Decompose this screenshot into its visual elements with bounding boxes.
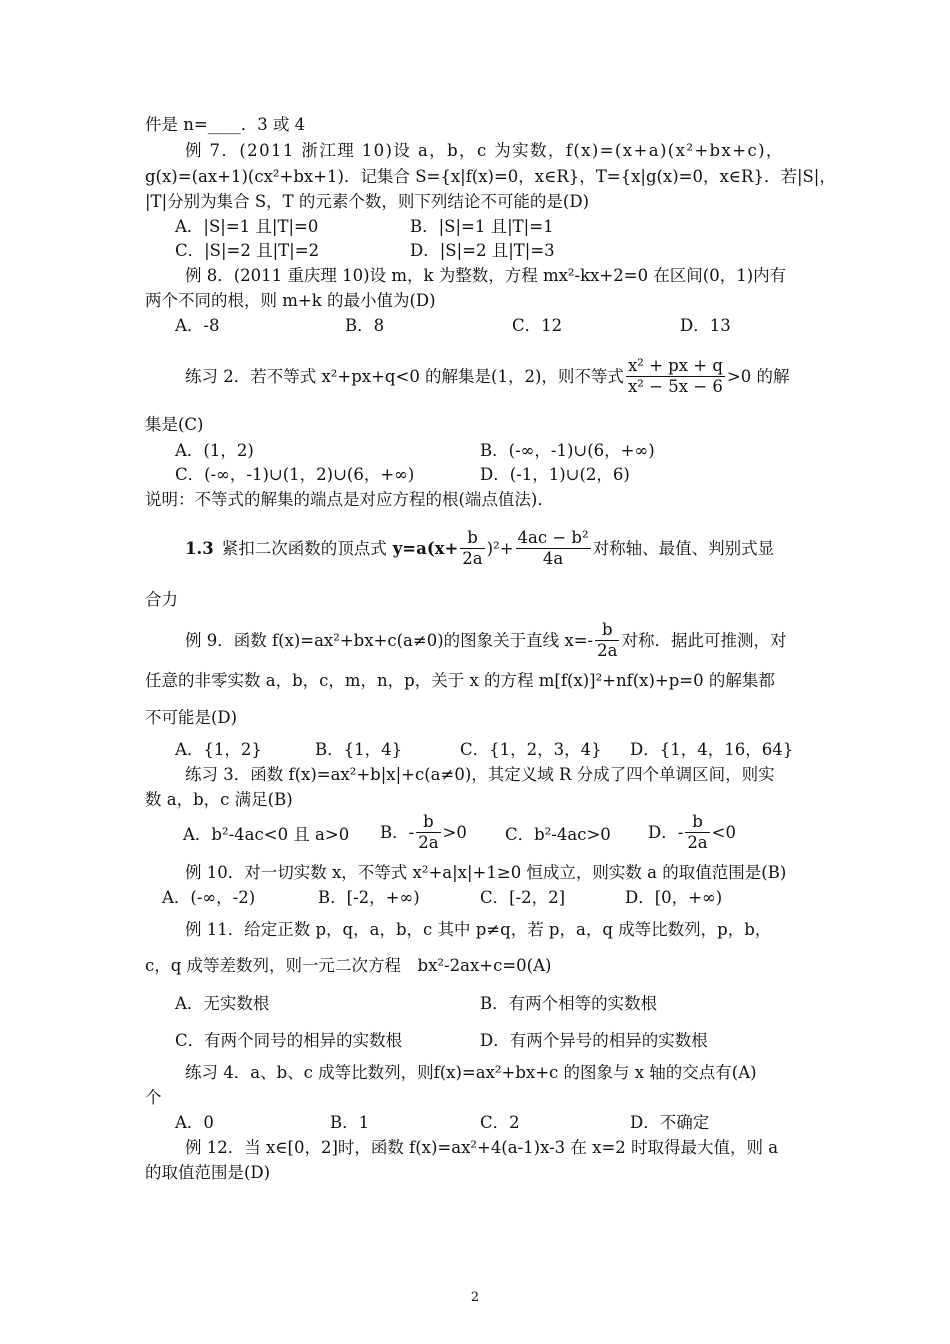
fraction-numerator: b	[595, 620, 619, 641]
option-d: D．|S|=2 且|T|=3	[410, 241, 555, 260]
option-b: B．(-∞，-1)∪(6，+∞)	[480, 441, 655, 460]
option-d: D．[0，+∞)	[625, 888, 723, 907]
practice-2-text-end: >0 的解	[726, 366, 790, 386]
option-d: D．13	[680, 316, 731, 335]
practice-2-line-1	[185, 356, 790, 397]
fraction-denominator: 2a	[597, 641, 618, 660]
section-heading-line-2: 合力	[145, 590, 178, 609]
option-a: A．(1，2)	[175, 441, 254, 460]
fraction	[685, 812, 709, 853]
fraction	[626, 356, 725, 397]
example-11-line-2: c，q 成等差数列，则一元二次方程 bx²-2ax+c=0(A)	[145, 956, 552, 975]
fraction-numerator: b	[416, 812, 440, 833]
text-line: 件是 n=____．3 或 4	[145, 115, 306, 134]
example-12-line-2: 的取值范围是(D)	[145, 1163, 271, 1182]
page-number: 2	[470, 1290, 480, 1305]
fraction-denominator: 2a	[462, 549, 483, 568]
option-c: C．有两个同号的相异的实数根	[175, 1031, 403, 1050]
option-c: C．(-∞，-1)∪(1，2)∪(6，+∞)	[175, 465, 415, 484]
option-d: D．{1，4，16，64}	[630, 740, 794, 759]
option-a: A．|S|=1 且|T|=0	[175, 217, 319, 236]
section-text-end: 对称轴、最值、判别式显	[592, 538, 775, 558]
option-a: A．(-∞，-2)	[162, 888, 256, 907]
option-b: B．[-2，+∞)	[318, 888, 420, 907]
option-b: B．|S|=1 且|T|=1	[410, 217, 554, 236]
fraction	[595, 620, 619, 661]
option-b	[380, 812, 467, 853]
option-b-end: >0	[442, 822, 467, 842]
example-8-line-1: 例 8．(2011 重庆理 10)设 m，k 为整数，方程 mx²-kx+2=0 在区间(0，1)内有	[185, 266, 787, 285]
option-c: C．|S|=2 且|T|=2	[175, 241, 320, 260]
option-c: C．b²-4ac>0	[505, 825, 611, 844]
vertex-formula-mid: )²+	[486, 538, 514, 558]
option-a: A．-8	[175, 316, 220, 335]
example-9-text-end: 对称．据此可推测，对	[621, 630, 787, 650]
example-10-line: 例 10．对一切实数 x，不等式 x²+a|x|+1≥0 恒成立，则实数 a 的取值范围是(B)	[185, 863, 787, 882]
option-d: D．(-1，1)∪(2，6)	[480, 465, 630, 484]
fraction	[516, 528, 591, 569]
option-a: A．0	[175, 1113, 214, 1132]
fraction-numerator: b	[685, 812, 709, 833]
option-b: B．8	[345, 316, 385, 335]
option-d-end: <0	[711, 822, 736, 842]
example-9-text: 例 9．函数 f(x)=ax²+bx+c(a≠0)的图象关于直线 x=-	[185, 630, 594, 650]
option-d: D．不确定	[630, 1113, 710, 1132]
option-d: D．有两个异号的相异的实数根	[480, 1031, 708, 1050]
section-text: 紧扣二次函数的顶点式	[221, 538, 387, 558]
option-c: C．2	[480, 1113, 520, 1132]
fraction-denominator: 4a	[542, 549, 564, 568]
fraction-numerator: b	[460, 528, 484, 549]
fraction-numerator: 4ac − b²	[517, 528, 589, 547]
option-b-label: B．-	[380, 822, 415, 842]
practice-3-line-2: 数 a，b，c 满足(B)	[145, 790, 293, 809]
practice-4-line-2: 个	[145, 1088, 162, 1107]
example-9-line-3: 不可能是(D)	[145, 708, 238, 727]
option-c: C．{1，2，3，4}	[460, 740, 602, 759]
option-d	[648, 812, 736, 853]
fraction-numerator: x² + px + q	[627, 356, 723, 375]
section-number: 1.3	[185, 538, 214, 558]
option-b: B．{1，4}	[315, 740, 403, 759]
fraction	[460, 528, 484, 569]
practice-4-line-1: 练习 4．a、b、c 成等比数列，则f(x)=ax²+bx+c 的图象与 x 轴的交点有(A)	[185, 1063, 757, 1082]
option-c: C．[-2，2]	[480, 888, 566, 907]
option-d-label: D．-	[648, 822, 684, 842]
example-7-line-3: |T|分别为集合 S，T 的元素个数，则下列结论不可能的是(D)	[145, 192, 590, 211]
example-7-line-1: 例 7．(2011 浙江理 10)设 a，b，c 为实数，f(x)=(x+a)(x²+bx+c)，	[185, 141, 784, 160]
example-8-line-2: 两个不同的根，则 m+k 的最小值为(D)	[145, 291, 436, 310]
example-11-line-1: 例 11．给定正数 p，q，a，b，c 其中 p≠q，若 p，a，q 成等比数列，p，b，	[185, 920, 772, 939]
practice-3-line-1: 练习 3．函数 f(x)=ax²+b|x|+c(a≠0)，其定义域 R 分成了四个单调区间，则实	[185, 765, 775, 784]
practice-2-line-2: 集是(C)	[145, 415, 204, 434]
fraction	[416, 812, 440, 853]
note-line: 说明：不等式的解集的端点是对应方程的根(端点值法)．	[145, 490, 554, 509]
option-b: B．有两个相等的实数根	[480, 994, 658, 1013]
fraction-denominator: 2a	[418, 833, 439, 852]
example-12-line-1: 例 12．当 x∈[0，2]时，函数 f(x)=ax²+4(a-1)x-3 在 x=2 时取得最大值，则 a	[185, 1138, 779, 1157]
option-a: A．{1，2}	[175, 740, 262, 759]
option-a: A．无实数根	[175, 994, 270, 1013]
practice-2-text: 练习 2．若不等式 x²+px+q<0 的解集是(1，2)，则不等式	[185, 366, 624, 386]
example-9-line-2: 任意的非零实数 a，b，c，m，n，p，关于 x 的方程 m[f(x)]²+nf(x)+p=0 的解集都	[145, 671, 775, 690]
example-7-line-2: g(x)=(ax+1)(cx²+bx+1)．记集合 S={x|f(x)=0，x∈R}，T={x|g(x)=0，x∈R}．若|S|，	[145, 167, 836, 186]
fraction-denominator: 2a	[687, 833, 708, 852]
option-c: C．12	[512, 316, 563, 335]
example-9-line-1	[185, 620, 786, 661]
fraction-denominator: x² − 5x − 6	[628, 377, 723, 396]
vertex-formula: y=a(x+	[392, 538, 459, 558]
option-b: B．1	[330, 1113, 370, 1132]
section-heading	[185, 528, 774, 569]
option-a: A．b²-4ac<0 且 a>0	[183, 825, 350, 844]
